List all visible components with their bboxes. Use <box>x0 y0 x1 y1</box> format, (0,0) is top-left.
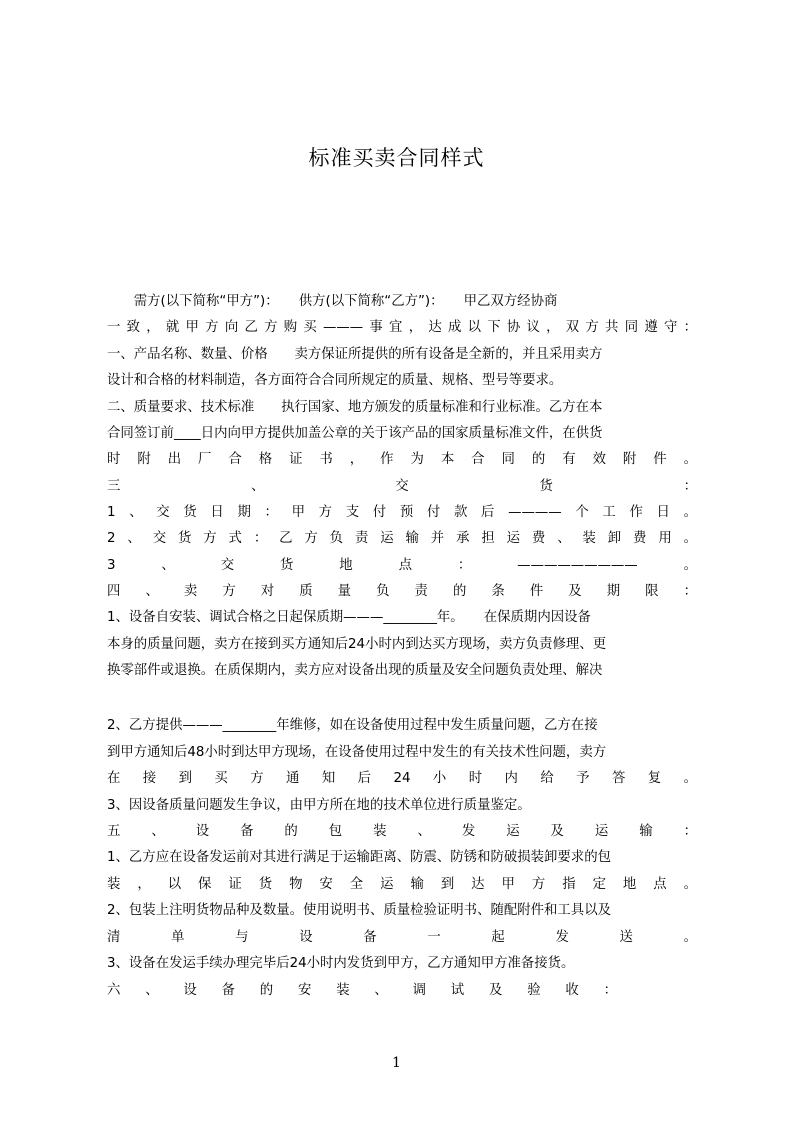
paragraph-line: 设计和合格的材料制造，各方面符合合同所规定的质量、规格、型号等要求。 <box>107 373 563 388</box>
paragraph-line: 3、设备在发运手续办理完毕后24小时内发货到甲方，乙方通知甲方准备接货。 <box>107 956 575 971</box>
paragraph-line: 换零部件或退换。在质保期内，卖方应对设备出现的质量及安全问题负责处理、解决 <box>107 663 603 678</box>
paragraph-line: 在接到买方通知后24小时内给予答复。 <box>107 771 697 786</box>
paragraph-line: 3、因设备质量问题发生争议，由甲方所在地的技术单位进行质量鉴定。 <box>107 798 531 813</box>
paragraph-line: 1、交货日期：甲方支付预付款后————个工作日。 <box>107 505 697 520</box>
paragraph-line: 二、质量要求、技术标准 执行国家、地方颁发的质量标准和行业标准。乙方在本 <box>107 400 603 415</box>
paragraph-line: 2、包装上注明货物品种及数量。使用说明书、质量检验证明书、随配附件和工具以及 <box>107 903 611 918</box>
paragraph-line: 1、设备自安装、调试合格之日起保质期———________年。 在保质期内因设备 <box>107 610 591 625</box>
section-heading-installation: 六、设备的安装、调试及验收： <box>107 983 617 998</box>
paragraph-line: 时附出厂合格证书，作为本合同的有效附件。 <box>107 452 697 467</box>
section-heading-packaging: 五、设备的包装、发运及运输： <box>107 824 697 839</box>
paragraph-line: 一、产品名称、数量、价格 卖方保证所提供的所有设备是全新的，并且采用卖方 <box>107 347 603 362</box>
paragraph-line: 合同签订前____日内向甲方提供加盖公章的关于该产品的国家质量标准文件，在供货 <box>107 426 603 441</box>
paragraph-line: 到甲方通知后48小时到达甲方现场，在设备使用过程中发生的有关技术性问题，卖方 <box>107 745 607 760</box>
paragraph-line: 3、交货地点：—————————。 <box>107 558 697 573</box>
paragraph-line: 2、乙方提供———________年维修，如在设备使用过程中发生质量问题，乙方在接 <box>107 718 598 733</box>
section-heading-quality: 四、卖方对质量负责的条件及期限： <box>107 584 697 599</box>
paragraph-line: 本身的质量问题，卖方在接到买方通知后24小时内到达买方现场，卖方负责修理、更 <box>107 637 607 652</box>
section-heading-delivery: 三、交货： <box>107 479 697 494</box>
page-number: 1 <box>392 1055 401 1071</box>
paragraph-line: 一致，就甲方向乙方购买———事宜，达成以下协议，双方共同遵守： <box>107 320 697 335</box>
paragraph-line: 2、交货方式：乙方负责运输并承担运费、装卸费用。 <box>107 531 697 546</box>
paragraph-line: 需方(以下简称“甲方”)： 供方(以下简称“乙方”)： 甲乙双方经协商 <box>107 294 558 309</box>
paragraph-line: 装，以保证货物安全运输到达甲方指定地点。 <box>107 877 697 892</box>
paragraph-line: 清单与设备一起发送。 <box>107 930 697 945</box>
document-title: 标准买卖合同样式 <box>308 146 485 170</box>
paragraph-line: 1、乙方应在设备发运前对其进行满足于运输距离、防震、防锈和防破损装卸要求的包 <box>107 850 611 865</box>
